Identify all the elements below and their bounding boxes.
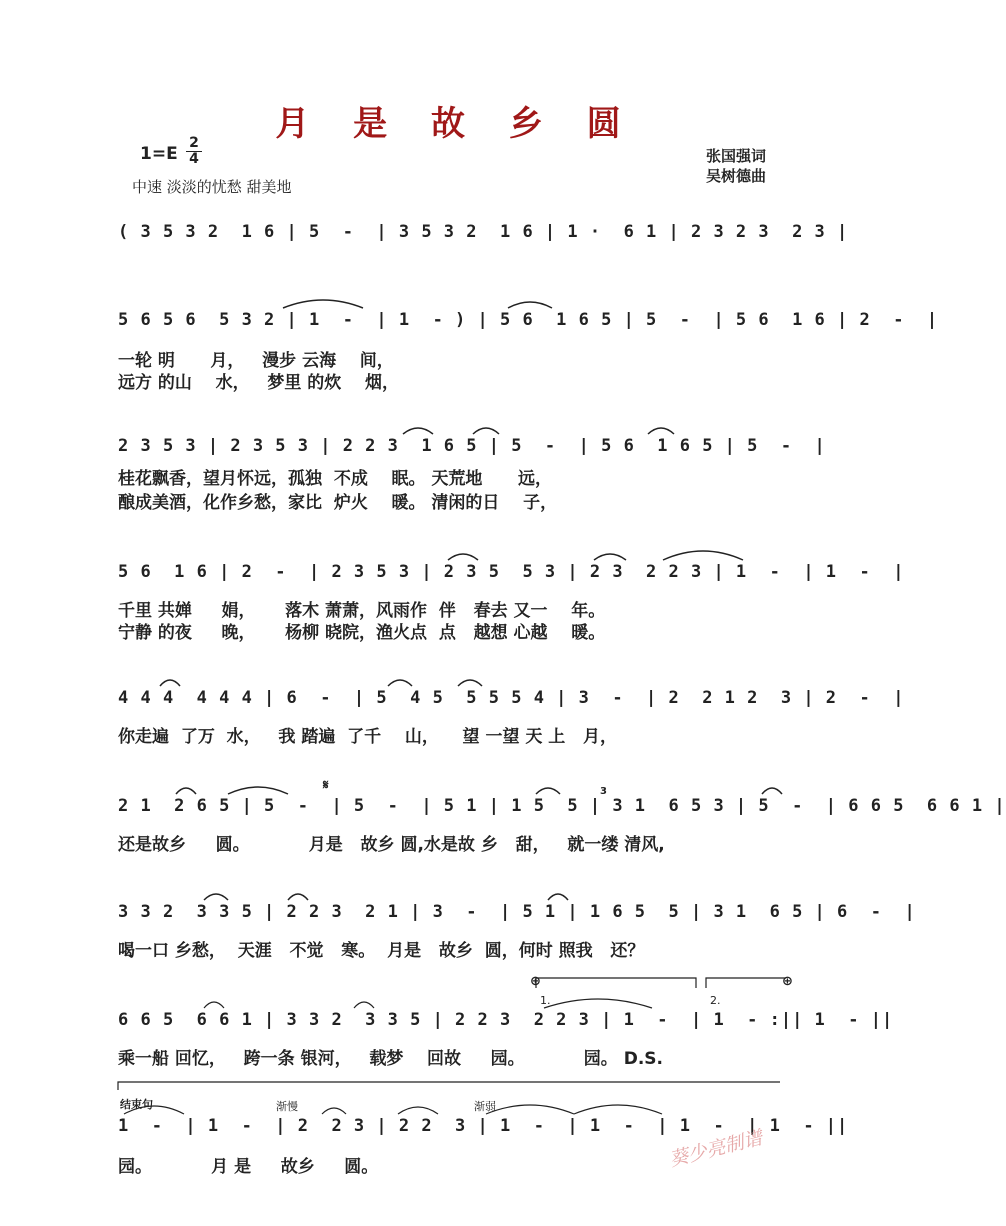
notation-row: 2 1 2 6 5 | 5 - | 5 - | 5 1 | 1 5 5 | 3 1 6 5 3 | 5 - | 6 6 5 6 6 1 | bbox=[118, 796, 1006, 816]
coda-mark-2: ⊕ bbox=[782, 974, 793, 989]
score-line-9 bbox=[0, 1098, 912, 1226]
notation-row: 3 3 2 3 3 5 | 2 2 3 2 1 | 3 - | 5 1 | 1 6 5 5 | 3 1 6 5 | 6 - | bbox=[118, 902, 916, 922]
notation-row: ( 3 5 3 2 1 6 | 5 - | 3 5 3 2 1 6 | 1 · 6 1 | 2 3 2 3 2 3 | bbox=[118, 222, 849, 242]
watermark: 葵少亮制谱 bbox=[667, 1126, 765, 1172]
notation-row: 4 4 4 4 4 4 | 6 - | 5 4 5 5 5 5 4 | 3 - | 2 2 1 2 3 | 2 - | bbox=[118, 688, 905, 708]
notation-row: 6 6 5 6 6 1 | 3 3 2 3 3 5 | 2 2 3 2 2 3 | 1 - | 1 - :|| 1 - || bbox=[118, 1010, 894, 1030]
notation-row: 5 6 5 6 5 3 2 | 1 - | 1 - ) | 5 6 1 6 5 | 5 - | 5 6 1 6 | 2 - | bbox=[118, 310, 939, 330]
ritardando: 渐慢 bbox=[276, 1100, 298, 1113]
time-signature bbox=[186, 136, 202, 167]
slur-marks bbox=[118, 672, 798, 692]
volta-1: 1. bbox=[540, 994, 551, 1007]
slur-marks bbox=[118, 546, 798, 566]
ending-label: 结束句 bbox=[120, 1098, 153, 1111]
composer: 吴树德曲 bbox=[706, 167, 767, 185]
lyric-verse-1: 一轮 明 月， 漫步 云海 间， bbox=[118, 351, 394, 371]
lyric-verse-2: 酿成美酒，化作乡愁，家比 炉火 暖。 清闲的日 子， bbox=[118, 493, 558, 513]
tempo-marking: 中速 淡淡的忧愁 甜美地 bbox=[132, 178, 292, 196]
slur-marks bbox=[118, 294, 798, 314]
grace-note: 3 bbox=[600, 786, 607, 797]
notation-row: 5 6 1 6 | 2 - | 2 3 5 3 | 2 3 5 5 3 | 2 3 2 2 3 | 1 - | 1 - | bbox=[118, 562, 905, 582]
credits bbox=[706, 146, 766, 186]
coda-mark: ⊕ bbox=[530, 974, 541, 989]
lyric-verse-2: 宁静 的夜 晚， 杨柳 晓院，渔火点 点 越想 心越 暖。 bbox=[118, 623, 606, 643]
lyric-verse-1: 桂花飘香，望月怀远，孤独 不成 眠。 天荒地 远， bbox=[118, 469, 552, 489]
lyric-verse-1: 乘一船 回忆， 跨一条 银河， 载梦 回故 园。 园。 D.S. bbox=[118, 1049, 663, 1069]
lyric-verse-1: 千里 共婵 娟， 落木 萧萧，风雨作 伴 春去 又一 年。 bbox=[118, 601, 606, 621]
segno-mark: 𝄋 bbox=[323, 778, 329, 793]
lyric-verse-1: 喝一口 乡愁， 天涯 不觉 寒。 月是 故乡 圆，何时 照我 还？ bbox=[118, 941, 645, 961]
lyric-verse-2: 远方 的山 水， 梦里 的炊 烟， bbox=[118, 373, 399, 393]
song-title: 月 是 故 乡 圆 bbox=[275, 104, 637, 144]
diminuendo: 渐弱 bbox=[474, 1100, 496, 1113]
score-line-4 bbox=[0, 562, 912, 672]
lyric-verse-1: 还是故乡 圆。 月是 故乡 圆,水是故 乡 甜， 就一缕 清风, bbox=[118, 835, 665, 855]
slur-marks bbox=[118, 420, 798, 440]
volta-2: 2. bbox=[710, 994, 721, 1007]
lyricist: 张国强词 bbox=[706, 147, 767, 165]
slur-marks bbox=[118, 1100, 798, 1130]
score-line-3 bbox=[0, 436, 912, 546]
key-signature: 1=E bbox=[140, 144, 178, 164]
time-bottom: 4 bbox=[189, 151, 199, 167]
lyric-verse-1: 你走遍 了万 水， 我 踏遍 了千 山， 望 一望 天 上 月， bbox=[118, 727, 618, 747]
slur-marks bbox=[118, 886, 798, 906]
time-top: 2 bbox=[189, 135, 199, 151]
lyric-verse-1: 园。 月 是 故乡 圆。 bbox=[118, 1157, 379, 1177]
score-line-2 bbox=[0, 310, 939, 420]
notation-row: 1 - | 1 - | 2 2 3 | 2 2 3 | 1 - | 1 - | 1 - | 1 - || bbox=[118, 1116, 849, 1136]
slur-marks bbox=[118, 780, 798, 800]
volta-and-slurs bbox=[118, 994, 798, 1024]
notation-row: 2 3 5 3 | 2 3 5 3 | 2 2 3 1 6 5 | 5 - | 5 6 1 6 5 | 5 - | bbox=[118, 436, 826, 456]
